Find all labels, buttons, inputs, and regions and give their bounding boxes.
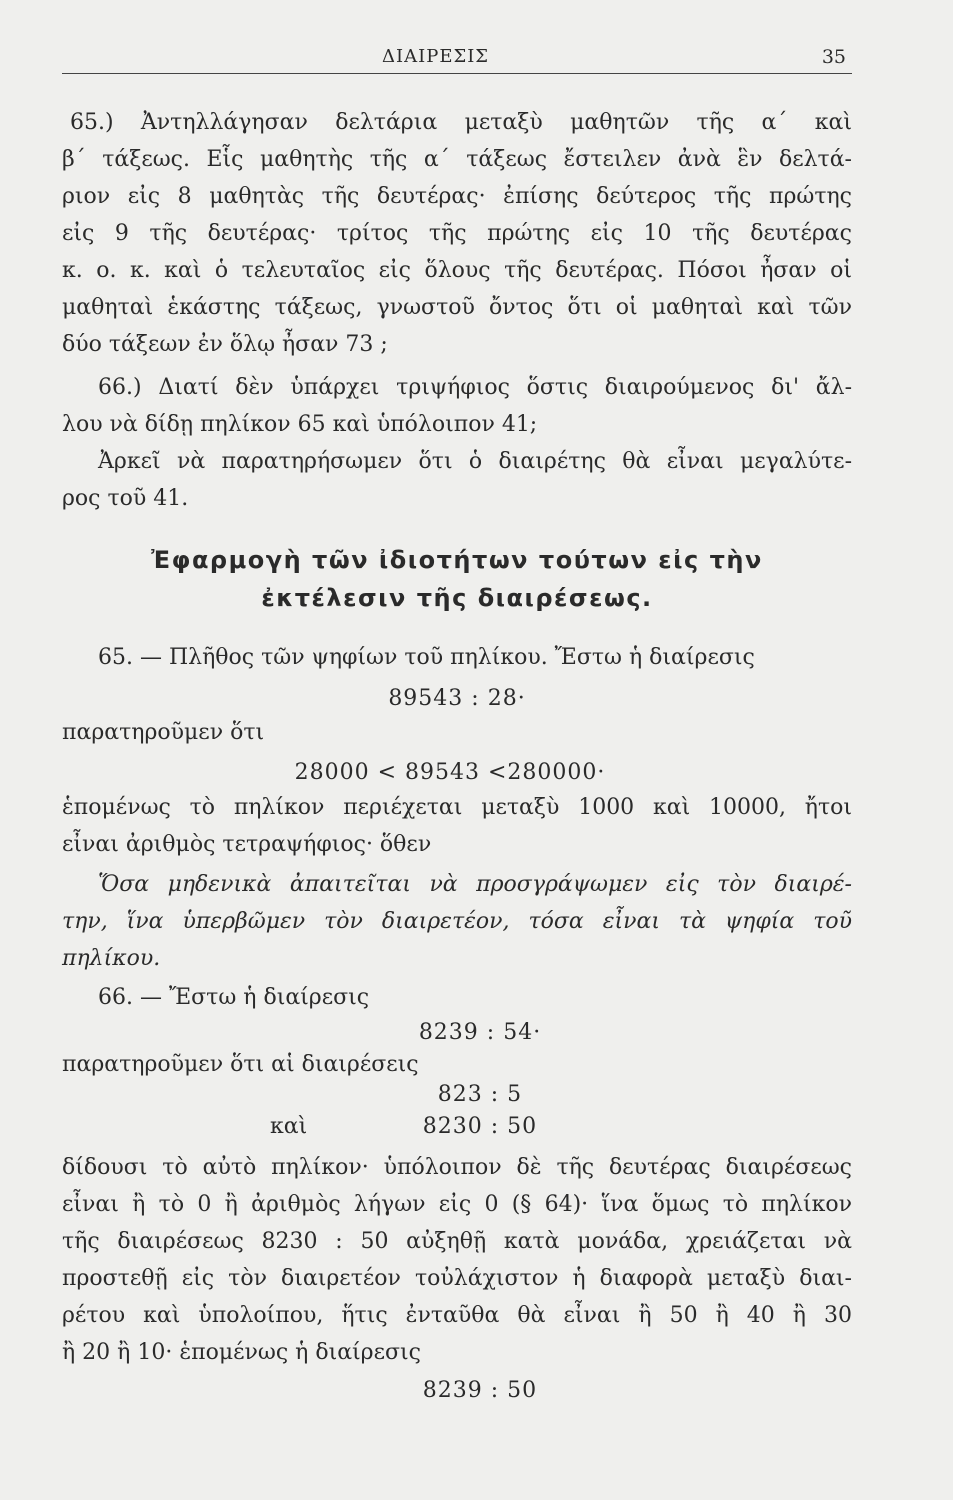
para-65-rule-2: την, ἵνα ὑπερβῶμεν τὸν διαιρετέον, τόσα εἶναι τὰ ψηφία τοῦ [62, 909, 852, 934]
para-66-body-line: εἶναι ἢ τὸ 0 ἢ ἀριθμὸς λήγων εἰς 0 (§ 64)· ἵνα ὅμως τὸ πηλίκον [62, 1192, 852, 1217]
para-66-body-line: ρέτου καὶ ὑπολοίπου, ἥτις ἐνταῦθα θὰ εἶναι ἢ 50 ἢ 40 ἢ 30 [62, 1303, 852, 1328]
problem-65-line: δύο τάξεων ἐν ὅλῳ ἦσαν 73 ; [62, 332, 388, 357]
para-65-formula-2: 28000 < 89543 <280000· [294, 760, 606, 785]
problem-66-line: Ἀρκεῖ νὰ παρατηρήσωμεν ὅτι ὁ διαιρέτης θὰ εἶναι μεγαλύτε- [98, 449, 852, 474]
para-66-body-line: τῆς διαιρέσεως 8230 : 50 αὐξηθῇ κατὰ μονάδα, χρειάζεται νὰ [62, 1229, 852, 1254]
para-66-and-word: καὶ [270, 1114, 308, 1139]
para-65-observe: παρατηροῦμεν ὅτι [62, 720, 265, 745]
para-66-formula-2: 823 : 5 [437, 1082, 523, 1107]
page-header [62, 40, 852, 74]
para-66-body-line: προστεθῇ εἰς τὸν διαιρετέον τοὐλάχιστον ἡ διαφορὰ μεταξὺ διαι- [62, 1266, 852, 1291]
problem-65-line: κ. ο. κ. καὶ ὁ τελευταῖος εἰς ὅλους τῆς δευτέρας. Πόσοι ἦσαν οἱ [62, 258, 852, 283]
section-heading-line-2: ἐκτέλεσιν τῆς διαιρέσεως. [261, 584, 653, 612]
problem-66-line: ρος τοῦ 41. [62, 486, 189, 511]
problem-66-line: 66.) Διατί δὲν ὑπάρχει τριψήφιος ὅστις διαιρούμενος δι' ἄλ- [98, 375, 852, 400]
para-66-formula-3: 8230 : 50 [422, 1114, 538, 1139]
header-rule [62, 73, 852, 74]
para-65-intro: 65. — Πλῆθος τῶν ψηφίων τοῦ πηλίκου. Ἔστω ἡ διαίρεσις [98, 645, 755, 670]
para-66-observe: παρατηροῦμεν ὅτι αἱ διαιρέσεις [62, 1052, 419, 1077]
para-65-rule-3: πηλίκου. [62, 946, 161, 971]
para-66-body-line: δίδουσι τὸ αὐτὸ πηλίκον· ὑπόλοιπον δὲ τῆς δευτέρας διαιρέσεως [62, 1155, 852, 1180]
page-number: 35 [821, 46, 846, 68]
problem-66-line: λου νὰ δίδῃ πηλίκον 65 καὶ ὑπόλοιπον 41; [62, 412, 538, 437]
problem-65-line: β΄ τάξεως. Εἷς μαθητὴς τῆς α΄ τάξεως ἔστειλεν ἀνὰ ἓν δελτά- [62, 147, 852, 172]
para-65-rule-1: Ὅσα μηδενικὰ ἀπαιτεῖται νὰ προσγράψωμεν εἰς τὸν διαιρέ- [98, 872, 852, 897]
para-66-intro: 66. — Ἔστω ἡ διαίρεσις [98, 985, 370, 1010]
problem-65-line: μαθηταὶ ἑκάστης τάξεως, γνωστοῦ ὄντος ὅτι οἱ μαθηταὶ καὶ τῶν [62, 295, 852, 320]
running-title: ΔΙΑΙΡΕΣΙΣ [382, 46, 490, 67]
problem-65-line: 65.) Ἀντηλλάγησαν δελτάρια μεταξὺ μαθητῶν τῆς α΄ καὶ [70, 110, 852, 135]
para-66-formula-1: 8239 : 54· [418, 1020, 542, 1045]
problem-65-line: ριον εἰς 8 μαθητὰς τῆς δευτέρας· ἐπίσης δεύτερος τῆς πρώτης [62, 184, 852, 209]
section-heading-line-1: Ἐφαρμογὴ τῶν ἰδιοτήτων τούτων εἰς τὴν [151, 546, 763, 574]
para-66-formula-4: 8239 : 50 [422, 1378, 538, 1403]
para-65-conclusion-1: ἑπομένως τὸ πηλίκον περιέχεται μεταξὺ 1000 καὶ 10000, ἤτοι [62, 795, 852, 820]
problem-65-line: εἰς 9 τῆς δευτέρας· τρίτος τῆς πρώτης εἰς 10 τῆς δευτέρας [62, 221, 852, 246]
para-66-body-line: ἢ 20 ἢ 10· ἑπομένως ἡ διαίρεσις [62, 1340, 421, 1365]
para-65-conclusion-2: εἶναι ἀριθμὸς τετραψήφιος· ὅθεν [62, 832, 432, 857]
para-65-formula-1: 89543 : 28· [388, 686, 526, 711]
